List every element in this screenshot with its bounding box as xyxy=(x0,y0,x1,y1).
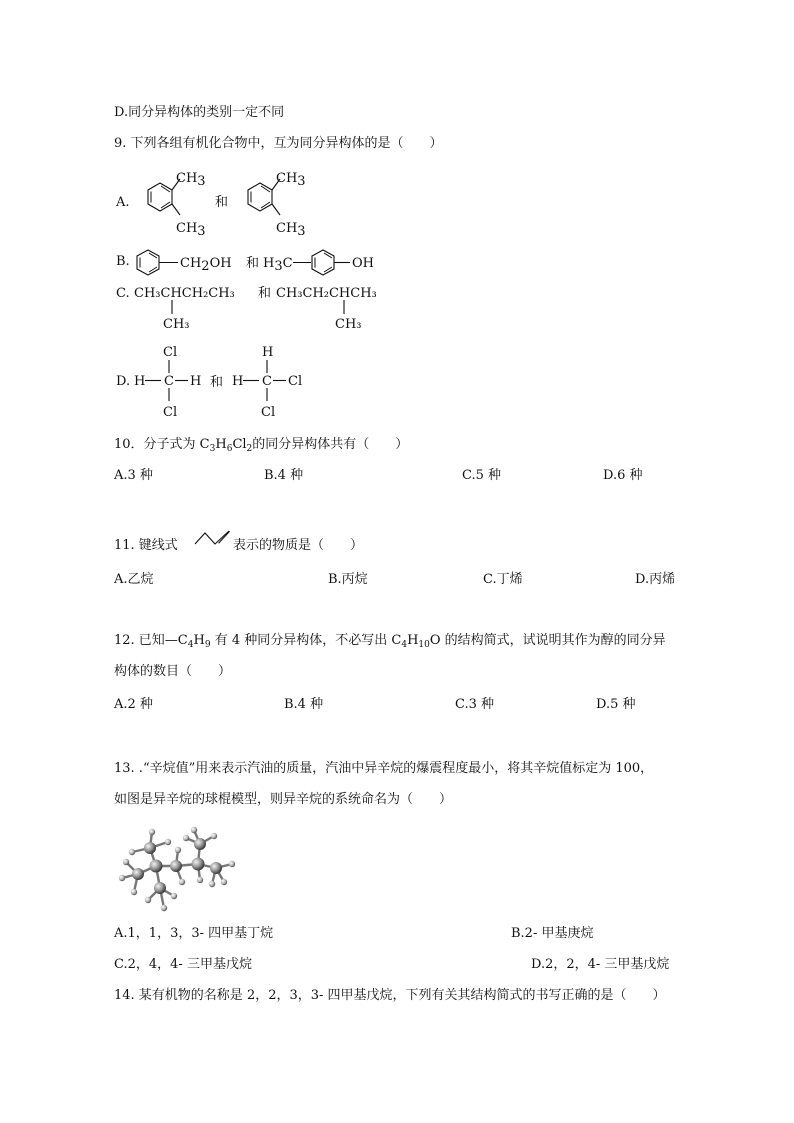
q9d-h-left-1: H xyxy=(134,374,146,389)
q9a-ch3-top-1: CH3 xyxy=(176,171,206,189)
q9a-ch3-top-2: CH3 xyxy=(276,171,306,189)
q13-option-c[interactable]: C.2，4，4- 三甲基戊烷 xyxy=(114,957,252,972)
q11-option-d[interactable]: D.丙烯 xyxy=(635,572,676,587)
q9b-oh: OH xyxy=(352,256,374,271)
q9d-c-1: C xyxy=(164,374,174,389)
q9b-h3c: H3C xyxy=(263,256,293,274)
q11-stem-post: 表示的物质是（ ） xyxy=(233,538,364,553)
q9d-cl-right-2: Cl xyxy=(288,374,303,389)
q12-option-a[interactable]: A.2 种 xyxy=(114,697,153,712)
q13-option-b[interactable]: B.2- 甲基庚烷 xyxy=(511,926,594,941)
q9d-cl-bottom-2: Cl xyxy=(261,405,276,420)
q11-skeletal-formula xyxy=(193,528,233,548)
q13-option-a[interactable]: A.1，1，3，3- 四甲基丁烷 xyxy=(114,926,274,941)
q12-stem-line2: 构体的数目（ ） xyxy=(114,664,232,679)
q9-option-c-label: C. xyxy=(116,286,130,301)
q9-option-a-label: A. xyxy=(116,195,130,210)
q9-stem: 9. 下列各组有机化合物中，互为同分异构体的是（ ） xyxy=(114,136,443,151)
q9-option-d-label: D. xyxy=(116,374,131,389)
q10-option-a[interactable]: A.3 种 xyxy=(114,468,153,483)
q12-option-c[interactable]: C.3 种 xyxy=(455,697,495,712)
q13-stem-line2: 如图是异辛烷的球棍模型，则异辛烷的系统命名为（ ） xyxy=(114,792,453,807)
q9d-h-right-1: H xyxy=(190,374,202,389)
q9c-right-branch: CH₃ xyxy=(335,317,362,332)
q9d-c-2: C xyxy=(262,374,272,389)
q14-stem: 14. 某有机物的名称是 2，2，3，3- 四甲基戊烷，下列有关其结构简式的书写正确的是（ ） xyxy=(114,988,666,1003)
q11-stem-pre: 11. 键线式 xyxy=(114,538,178,553)
q9c-branch-bonds xyxy=(0,0,794,340)
q9d-h-top-2: H xyxy=(262,345,274,360)
q9-option-b-label: B. xyxy=(116,254,130,269)
isooctane-ball-and-stick-model xyxy=(112,824,242,914)
q9c-left-branch: CH₃ xyxy=(163,317,190,332)
q9d-h-left-2: H xyxy=(232,374,244,389)
q11-option-a[interactable]: A.乙烷 xyxy=(114,572,154,587)
q11-option-b[interactable]: B.丙烷 xyxy=(328,572,368,587)
q10-option-b[interactable]: B.4 种 xyxy=(264,468,304,483)
q9d-cl-top-1: Cl xyxy=(163,345,178,360)
q13-option-d[interactable]: D.2，2，4- 三甲基戊烷 xyxy=(531,957,670,972)
q9a-ch3-bottom-2: CH3 xyxy=(276,221,306,239)
q9b-ch2oh: CH2OH xyxy=(180,256,232,274)
q11-option-c[interactable]: C.丁烯 xyxy=(483,572,523,587)
q10-stem: 10．分子式为 $C_3H_6Cl_2$的同分异构体共有（ ） xyxy=(114,437,409,454)
q9c-conj: 和 xyxy=(258,286,272,301)
q9c-right-main: CH₃CH₂CHCH₃ xyxy=(276,286,377,301)
q9a-ch3-bottom-1: CH3 xyxy=(176,221,206,239)
q9d-conj: 和 xyxy=(210,375,224,390)
q9d-cl-bottom-1: Cl xyxy=(163,405,178,420)
q12-stem-line1: 12. 已知$—C_4H_9$ 有 4 种同分异构体，不必写出 $C_4H_{10}O$ 的结构简式，试说明其作为醇的同分异 xyxy=(114,633,666,650)
q12-option-d[interactable]: D.5 种 xyxy=(596,697,636,712)
q10-option-c[interactable]: C.5 种 xyxy=(462,468,502,483)
q9-option-d-structure xyxy=(128,340,318,424)
q12-option-b[interactable]: B.4 种 xyxy=(284,697,324,712)
q9a-conj: 和 xyxy=(215,195,229,210)
q13-stem-line1: 13. .“辛烷值”用来表示汽油的质量，汽油中异辛烷的爆震程度最小，将其辛烷值标定为 100， xyxy=(114,761,654,776)
q8-option-d: D.同分异构体的类别一定不同 xyxy=(114,105,285,120)
q10-option-d[interactable]: D.6 种 xyxy=(603,468,643,483)
q9c-left-main: CH₃CHCH₂CH₃ xyxy=(134,286,235,301)
q9b-conj: 和 xyxy=(246,256,260,271)
